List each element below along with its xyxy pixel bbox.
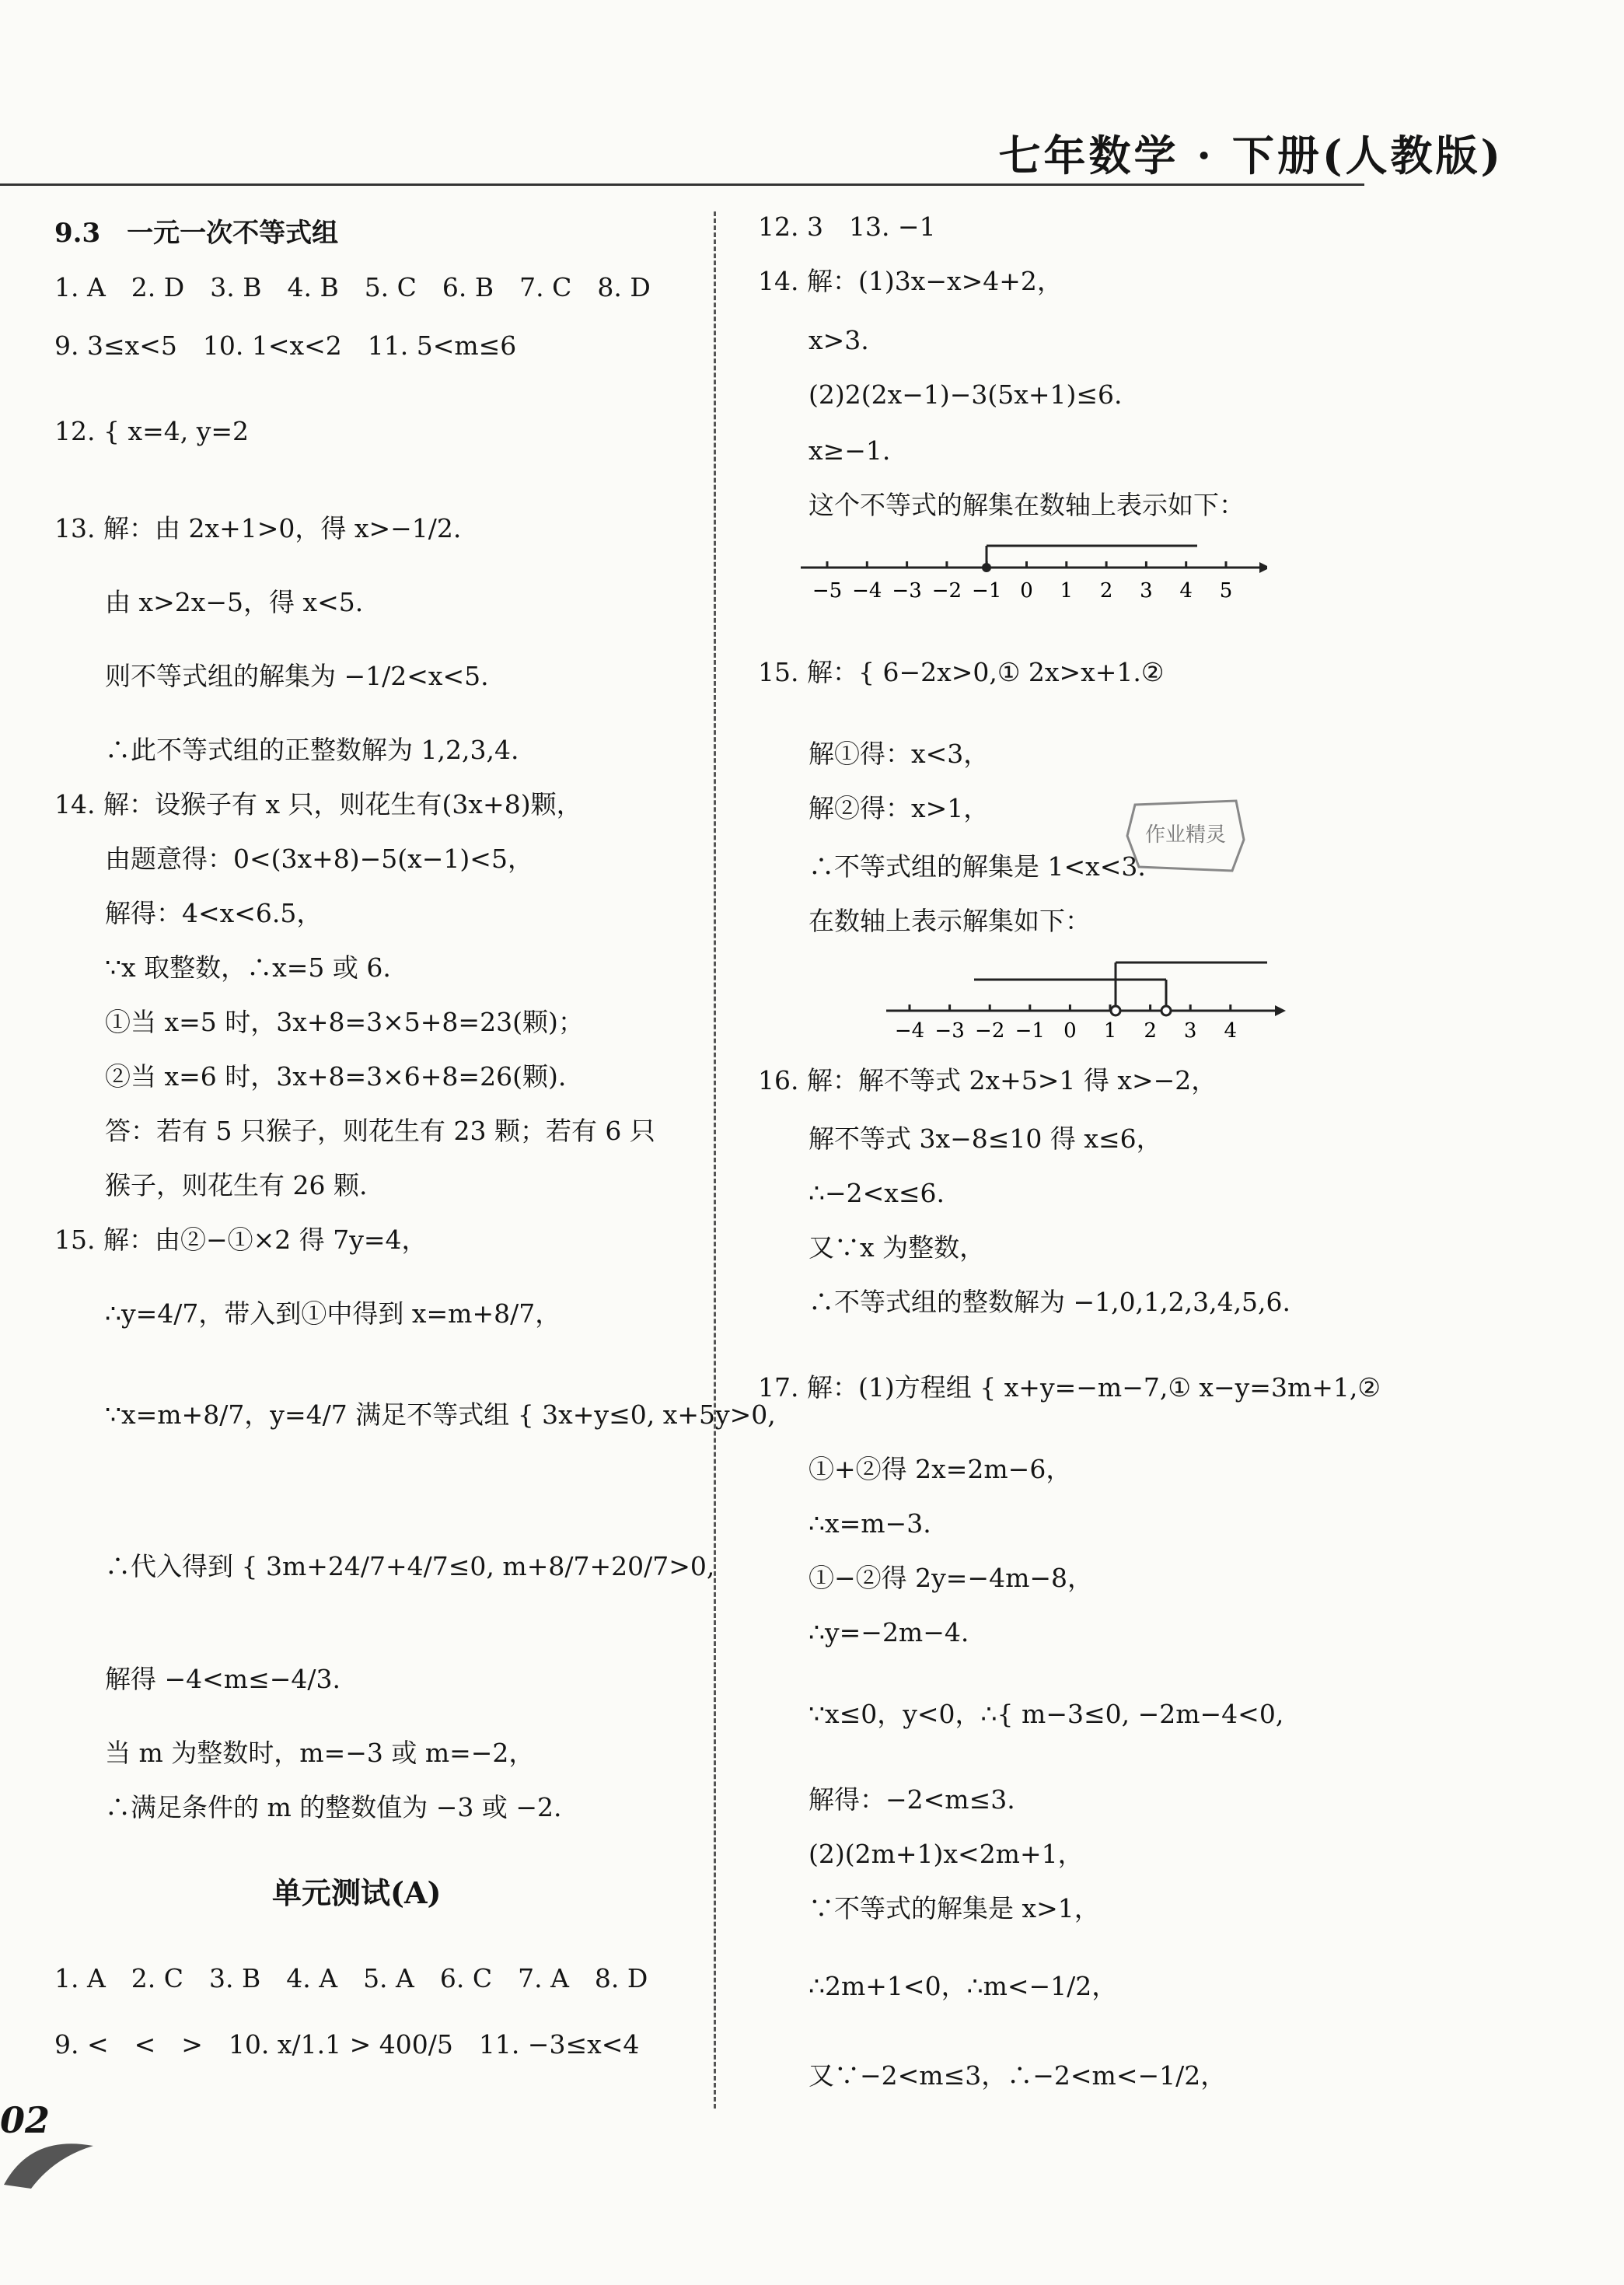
stamp-watermark (1119, 793, 1252, 879)
number-line-1-solid-point (982, 563, 991, 572)
left-column-line: 15. 解：由②−①×2 得 7y=4， (54, 1225, 428, 1255)
right-column-line: 在数轴上表示解集如下： (809, 906, 1091, 936)
tick-label: 4 (1224, 1019, 1238, 1042)
tick-label: −1 (972, 579, 1002, 603)
number-line-2 (886, 956, 1290, 1042)
right-column-line: (2)2(2x−1)−3(5x+1)≤6. (809, 379, 1123, 410)
right-column-line: ∴−2<x≤6. (809, 1178, 945, 1208)
left-column-line: ②当 x=6 时，3x+8=3×6+8=26(颗). (105, 1061, 567, 1092)
right-column-line: 解不等式 3x−8≤10 得 x≤6， (809, 1123, 1162, 1154)
right-column-line: ∴2m+1<0，∴m<−1/2， (809, 1971, 1118, 2001)
number-line-2-open-point-3 (1161, 1006, 1171, 1015)
tick-label: −5 (812, 579, 843, 603)
left-column-line: 1. A 2. C 3. B 4. A 5. A 6. C 7. A 8. D (54, 1963, 648, 1993)
right-column-line: x>3. (809, 325, 869, 355)
right-column-line: ∴x=m−3. (809, 1508, 931, 1539)
tick-label: 4 (1179, 579, 1193, 603)
left-column-line: 解得 −4<m≤−4/3. (105, 1664, 341, 1694)
tick-label: 3 (1140, 579, 1153, 603)
left-column-line: ∴此不等式组的正整数解为 1,2,3,4. (105, 735, 519, 765)
tick-label: 3 (1183, 1019, 1197, 1042)
left-column-line: ∴y=4/7，带入到①中得到 x=m+8/7， (105, 1298, 561, 1329)
left-column-line: 答：若有 5 只猴子，则花生有 23 颗；若有 6 只 (105, 1116, 655, 1146)
number-line-2-open-point-1 (1111, 1006, 1120, 1015)
left-column-line: ∴代入得到 { 3m+24/7+4/7≤0, m+8/7+20/7>0, (105, 1551, 715, 1581)
left-column-line: 1. A 2. D 3. B 4. B 5. C 6. B 7. C 8. D (54, 272, 651, 302)
right-column-line: 12. 3 13. −1 (758, 211, 936, 242)
right-column-line: ∴不等式组的解集是 1<x<3. (809, 851, 1146, 882)
tick-label: −2 (931, 579, 962, 603)
left-column-line: 9.3 一元一次不等式组 (54, 218, 339, 249)
tick-label: 2 (1099, 579, 1113, 603)
right-column-line: 解②得：x>1， (809, 793, 990, 823)
right-column-line: 解①得：x<3， (809, 739, 990, 769)
right-column-line: (2)(2m+1)x<2m+1， (809, 1839, 1084, 1869)
right-column-line: x≥−1. (809, 435, 891, 466)
tick-label: 1 (1060, 579, 1074, 603)
left-column-line: 当 m 为整数时，m=−3 或 m=−2， (105, 1738, 535, 1768)
tick-label: 0 (1063, 1019, 1077, 1042)
tick-label: −2 (975, 1019, 1005, 1042)
right-column-line: ∴y=−2m−4. (809, 1617, 969, 1647)
left-column-line: 单元测试(A) (272, 1875, 442, 1910)
right-column-line: 16. 解：解不等式 2x+5>1 得 x>−2， (758, 1065, 1217, 1095)
tick-label: 0 (1020, 579, 1033, 603)
left-column-line: 解得：4<x<6.5， (105, 898, 323, 928)
tick-label: 2 (1144, 1019, 1157, 1042)
right-column-line: ①+②得 2x=2m−6， (809, 1454, 1072, 1484)
right-column-line: 解得：−2<m≤3. (809, 1784, 1015, 1815)
right-column-line: 又∵x 为整数， (809, 1232, 986, 1263)
tick-label: 5 (1219, 579, 1233, 603)
tick-label: 1 (1103, 1019, 1117, 1042)
left-column-line: 9. 3≤x<5 10. 1<x<2 11. 5<m≤6 (54, 330, 517, 361)
stamp-text: 作业精灵 (1144, 823, 1227, 847)
left-column-line: 14. 解：设猴子有 x 只，则花生有(3x+8)颗， (54, 789, 582, 819)
right-column-line: 15. 解：{ 6−2x>0,① 2x>x+1.② (758, 657, 1165, 687)
right-column-line: 17. 解：(1)方程组 { x+y=−m−7,① x−y=3m+1,② (758, 1372, 1381, 1403)
page-header-title: 七年数学 · 下册(人教版) (998, 131, 1504, 180)
right-column-line: ①−②得 2y=−4m−8， (809, 1563, 1094, 1593)
leaf-decoration-icon (0, 2130, 101, 2192)
left-column-line: 由 x>2x−5，得 x<5. (105, 587, 364, 617)
tick-label: −3 (934, 1019, 965, 1042)
page-number: 02 (0, 2099, 51, 2141)
left-column-line: ①当 x=5 时，3x+8=3×5+8=23(颗)； (105, 1007, 584, 1037)
number-line-1 (801, 536, 1267, 606)
right-column-line: ∴不等式组的整数解为 −1,0,1,2,3,4,5,6. (809, 1287, 1291, 1317)
left-column-line: ∴满足条件的 m 的整数值为 −3 或 −2. (105, 1792, 562, 1822)
header-rule (0, 183, 1364, 186)
right-column-line: ∵x≤0，y<0，∴{ m−3≤0, −2m−4<0, (809, 1699, 1284, 1729)
tick-label: −4 (852, 579, 882, 603)
left-column-line: 猴子，则花生有 26 颗. (105, 1170, 368, 1200)
left-column-line: 则不等式组的解集为 −1/2<x<5. (105, 661, 489, 691)
left-column-line: 由题意得：0<(3x+8)−5(x−1)<5， (105, 844, 533, 874)
right-column-line: ∵不等式的解集是 x>1， (809, 1893, 1100, 1923)
tick-label: −1 (1015, 1019, 1045, 1042)
tick-label: −4 (894, 1019, 925, 1042)
right-column-line: 这个不等式的解集在数轴上表示如下： (809, 490, 1245, 520)
left-column-line: 12. { x=4, y=2 (54, 416, 249, 446)
left-column-line: ∵x 取整数，∴x=5 或 6. (105, 952, 391, 983)
left-column-line: ∵x=m+8/7，y=4/7 满足不等式组 { 3x+y≤0, x+5y>0, (105, 1399, 776, 1430)
left-column-line: 9. < < > 10. x/1.1 > 400/5 11. −3≤x<4 (54, 2029, 640, 2060)
right-column-line: 又∵−2<m≤3，∴−2<m<−1/2， (809, 2060, 1227, 2091)
column-divider (714, 211, 716, 2109)
left-column-line: 13. 解：由 2x+1>0，得 x>−1/2. (54, 513, 462, 543)
tick-label: −3 (892, 579, 922, 603)
right-column-line: 14. 解：(1)3x−x>4+2， (758, 266, 1063, 296)
